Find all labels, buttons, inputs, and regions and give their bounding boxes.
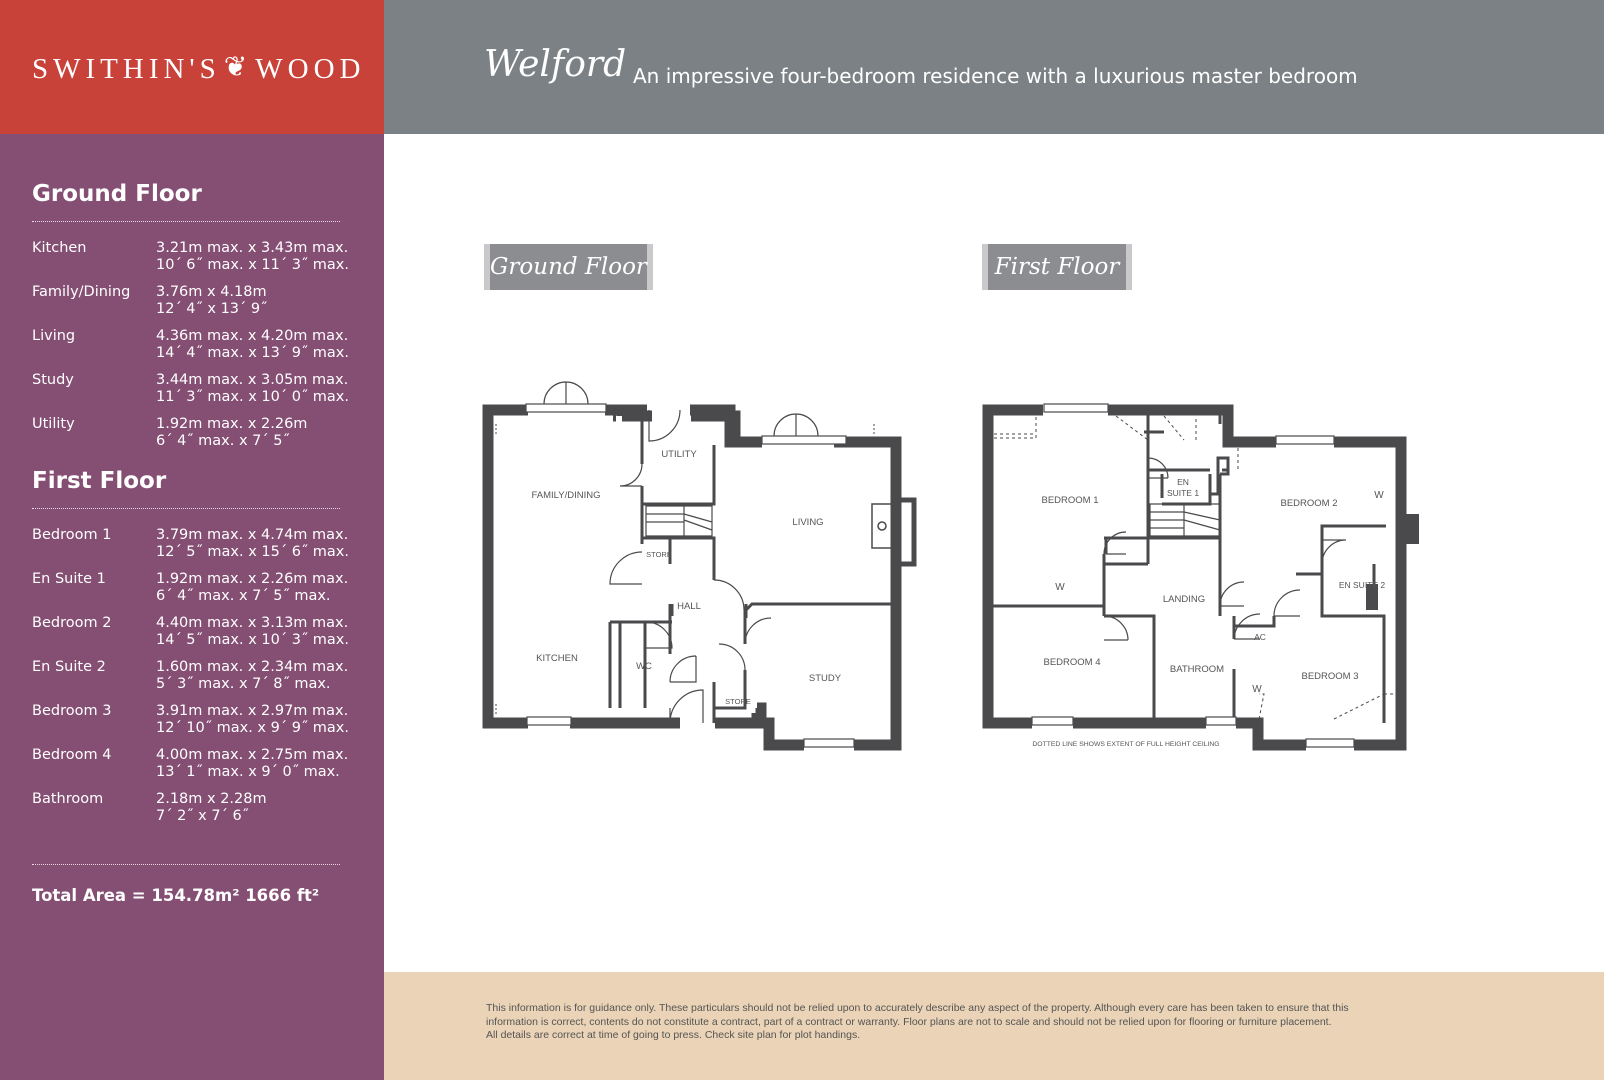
- room-dimensions: [156, 703, 349, 737]
- room-metric: 3.91m max. x 2.97m max.: [156, 703, 349, 719]
- window: [527, 717, 571, 725]
- room-name: Bedroom 2: [32, 615, 112, 631]
- ground-internal-wall: [610, 416, 896, 723]
- first-floor-heading: First Floor: [32, 468, 167, 494]
- divider: [32, 508, 340, 509]
- room-label: HALL: [677, 601, 701, 612]
- room-label: STORE: [725, 697, 751, 706]
- room-label: UTILITY: [661, 449, 697, 460]
- room-imperial: 6´ 4˝ max. x 7´ 5˝: [156, 433, 290, 449]
- room-imperial: 6´ 4˝ max. x 7´ 5˝ max.: [156, 588, 331, 604]
- ground-floor-plan: [488, 382, 914, 747]
- room-imperial: 14´ 5˝ max. x 10´ 3˝ max.: [156, 632, 349, 648]
- room-dimensions: [156, 791, 267, 825]
- room-dimensions: [156, 571, 348, 605]
- room-name: Bedroom 3: [32, 703, 112, 719]
- room-label: WC: [636, 661, 652, 672]
- room-row: [32, 791, 352, 835]
- window: [1044, 404, 1108, 412]
- room-dimensions: [156, 328, 349, 362]
- room-row: [32, 527, 352, 571]
- room-dimensions: [156, 659, 348, 693]
- room-dimensions: [156, 284, 267, 318]
- room-dimensions: [156, 416, 307, 450]
- room-label: LIVING: [792, 517, 824, 528]
- disclaimer-line: information is correct, contents do not constitute a contract, part of a contract or warranty. Floor plans are not to scale and should not be relied upon for flooring or furniture placement.: [486, 1015, 1332, 1028]
- room-label: LANDING: [1162, 594, 1206, 605]
- room-metric: 3.79m max. x 4.74m max.: [156, 527, 349, 543]
- room-name: Kitchen: [32, 240, 87, 256]
- room-name: Bathroom: [32, 791, 104, 807]
- room-label: KITCHEN: [536, 653, 578, 664]
- stairs: [1150, 504, 1220, 536]
- room-name: En Suite 2: [32, 659, 106, 675]
- leaf-icon: ❦: [223, 52, 253, 83]
- room-row: [32, 659, 352, 703]
- first-floor-tag: First Floor: [982, 244, 1132, 290]
- stairs: [646, 506, 712, 536]
- door-swing: [1104, 458, 1346, 640]
- footer: [384, 972, 1604, 1080]
- room-imperial: 5´ 3˝ max. x 7´ 8˝ max.: [156, 676, 331, 692]
- ceiling-note: DOTTED LINE SHOWS EXTENT OF FULL HEIGHT CEILING: [1032, 741, 1220, 748]
- room-metric: 4.00m max. x 2.75m max.: [156, 747, 349, 763]
- room-metric: 1.92m max. x 2.26m: [156, 416, 308, 432]
- disclaimer-line: All details are correct at time of going to press. Check site plan for plot handings.: [486, 1029, 861, 1041]
- room-dimensions: [156, 615, 349, 649]
- room-imperial: 12´ 10˝ max. x 9´ 9˝ max.: [156, 720, 349, 736]
- room-label: AC: [1254, 632, 1266, 642]
- logo-text-left: SWITHIN'S: [32, 53, 221, 85]
- room-label: EN SUITE 2: [1338, 580, 1386, 590]
- room-metric: 1.60m max. x 2.34m max.: [156, 659, 349, 675]
- wardrobe-mark: W: [1055, 582, 1065, 593]
- ground-outer-wall: [488, 410, 896, 745]
- divider: [32, 221, 340, 222]
- fireplace-symbol: [878, 522, 886, 530]
- room-row: [32, 747, 352, 791]
- room-imperial: 10´ 6˝ max. x 11´ 3˝ max.: [156, 257, 349, 273]
- ground-floor-heading: Ground Floor: [32, 181, 202, 207]
- window: [804, 739, 854, 747]
- house-name: Welford: [484, 44, 627, 85]
- wardrobe-mark: W: [1374, 490, 1384, 501]
- first-floor-plan: [988, 404, 1419, 748]
- room-row: [32, 372, 352, 416]
- room-imperial: 12´ 5˝ max. x 15´ 6˝ max.: [156, 544, 349, 560]
- room-name: Bedroom 1: [32, 527, 112, 543]
- door-swing: [544, 382, 818, 723]
- room-row: [32, 284, 352, 328]
- room-dimensions: [156, 240, 349, 274]
- room-label: BEDROOM 3: [1301, 671, 1359, 682]
- divider: [32, 864, 340, 865]
- window: [1306, 739, 1354, 747]
- room-label: BEDROOM 1: [1041, 495, 1099, 506]
- room-row: [32, 571, 352, 615]
- total-area: Total Area = 154.78m² 1666 ft²: [32, 886, 320, 905]
- room-row: [32, 416, 352, 460]
- tagline: An impressive four-bedroom residence with a luxurious master bedroom: [633, 64, 1358, 88]
- ceiling-guide: [496, 424, 874, 714]
- chimney: [1401, 514, 1419, 544]
- room-dimensions: [156, 372, 349, 406]
- brand-logo-panel: [0, 0, 384, 134]
- room-label: EN: [1177, 477, 1189, 487]
- room-label: BATHROOM: [1169, 664, 1225, 675]
- ground-floor-tag: Ground Floor: [484, 244, 653, 290]
- wardrobe-mark: W: [1252, 684, 1262, 695]
- room-metric: 4.40m max. x 3.13m max.: [156, 615, 349, 631]
- window: [1206, 717, 1236, 725]
- disclaimer: [486, 1002, 1396, 1043]
- french-door: [526, 404, 606, 412]
- room-name: Family/Dining: [32, 284, 131, 300]
- room-dimensions-sidebar: [0, 134, 384, 1080]
- room-name: Study: [32, 372, 74, 388]
- room-imperial: 13´ 1˝ max. x 9´ 0˝ max.: [156, 764, 340, 780]
- logo-text-right: WOOD: [255, 53, 366, 85]
- room-dimensions: [156, 747, 348, 781]
- room-imperial: 12´ 4˝ x 13´ 9˝: [156, 301, 268, 317]
- room-metric: 1.92m max. x 2.26m max.: [156, 571, 349, 587]
- french-door: [762, 436, 846, 444]
- floor-plan-drawing: [384, 134, 1604, 972]
- room-metric: 3.21m max. x 3.43m max.: [156, 240, 349, 256]
- brand-logo: [32, 52, 365, 86]
- room-imperial: 11´ 3˝ max. x 10´ 0˝ max.: [156, 389, 349, 405]
- room-metric: 4.36m max. x 4.20m max.: [156, 328, 349, 344]
- first-outer-wall: [988, 410, 1401, 745]
- room-metric: 3.44m max. x 3.05m max.: [156, 372, 349, 388]
- room-row: [32, 328, 352, 372]
- ground-room-labels: [532, 449, 842, 706]
- room-imperial: 14´ 4˝ max. x 13´ 9˝ max.: [156, 345, 349, 361]
- fireplace: [872, 504, 892, 548]
- room-row: [32, 703, 352, 747]
- room-metric: 3.76m x 4.18m: [156, 284, 267, 300]
- room-metric: 2.18m x 2.28m: [156, 791, 267, 807]
- room-name: Utility: [32, 416, 75, 432]
- room-label: SUITE 1: [1166, 488, 1200, 498]
- room-label: STORE: [646, 550, 672, 559]
- disclaimer-line: This information is for guidance only. These particulars should not be relied upon to accurately describe any aspect of the property. Although every care has been taken to ensure that this: [486, 1002, 1349, 1014]
- room-row: [32, 240, 352, 284]
- room-label: BEDROOM 2: [1280, 498, 1338, 509]
- room-imperial: 7´ 2˝ x 7´ 6˝: [156, 808, 249, 824]
- header-bar: [384, 0, 1604, 134]
- window: [1032, 717, 1073, 725]
- room-label: FAMILY/DINING: [531, 490, 601, 501]
- room-name: Bedroom 4: [32, 747, 112, 763]
- floor-plans: [384, 134, 1604, 972]
- room-name: En Suite 1: [32, 571, 106, 587]
- room-row: [32, 615, 352, 659]
- room-label: BEDROOM 4: [1043, 657, 1101, 668]
- room-label: STUDY: [808, 673, 842, 684]
- room-name: Living: [32, 328, 76, 344]
- window: [1276, 436, 1334, 444]
- room-dimensions: [156, 527, 349, 561]
